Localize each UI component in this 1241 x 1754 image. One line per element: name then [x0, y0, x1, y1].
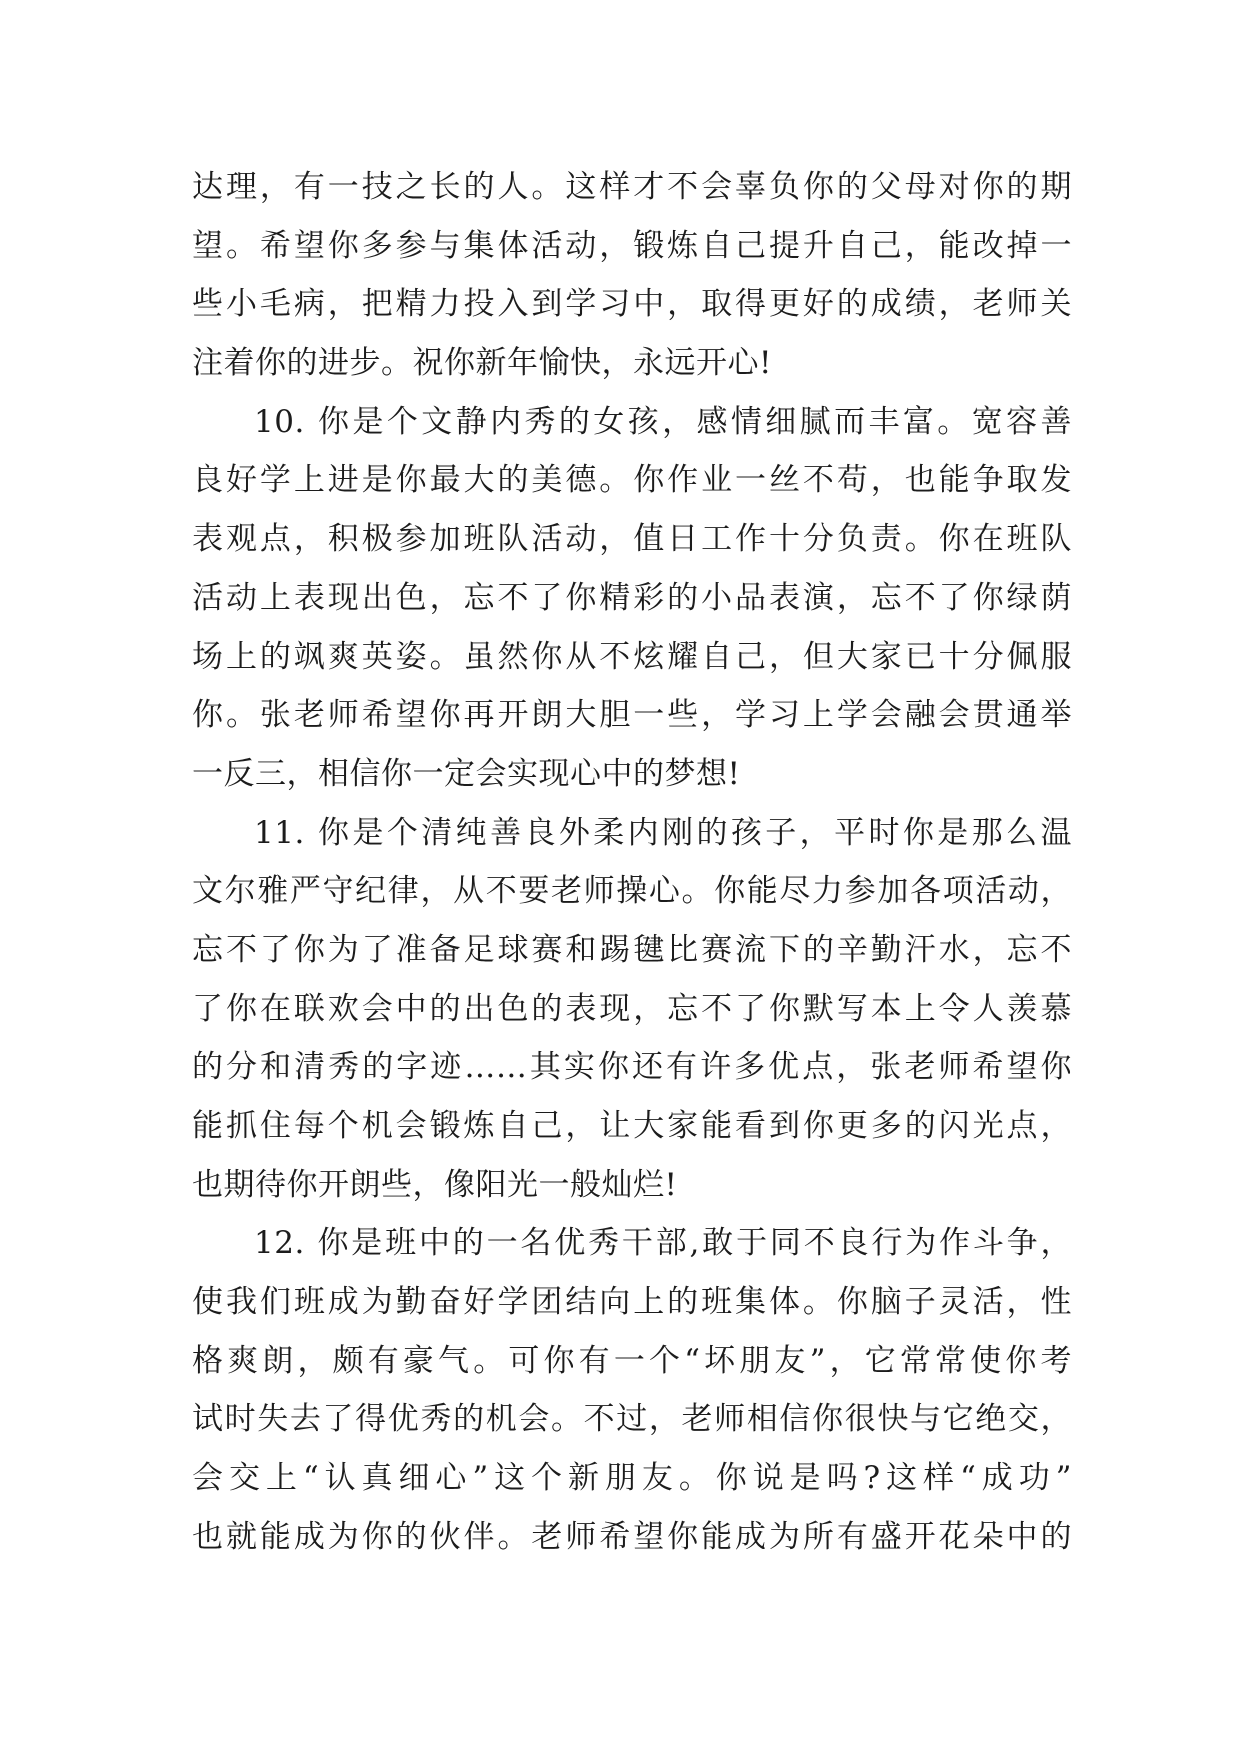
text-line: 一反三，相信你一定会实现心中的梦想! — [192, 755, 741, 792]
text-line: 你。张老师希望你再开朗大胆一些，学习上学会融会贯通举 — [192, 697, 1072, 734]
text-line: 格爽朗，颇有豪气。可你有一个“坏朋友”，它常常使你考 — [192, 1342, 1072, 1379]
text-line: 也就能成为你的伙伴。老师希望你能成为所有盛开花朵中的 — [192, 1518, 1072, 1555]
text-line: 的分和清秀的字迹……其实你还有许多优点，张老师希望你 — [192, 1049, 1072, 1086]
paragraph-12-start: 12. 你是班中的一名优秀干部,敢于同不良行为作斗争， — [254, 1225, 1072, 1262]
text-line: 会交上“认真细心”这个新朋友。你说是吗?这样“成功” — [192, 1460, 1072, 1497]
text-line: 注着你的进步。祝你新年愉快，永远开心! — [192, 345, 772, 382]
text-line: 也期待你开朗些，像阳光一般灿烂! — [192, 1166, 678, 1203]
text-line: 达理，有一技之长的人。这样才不会辜负你的父母对你的期 — [192, 169, 1072, 205]
text-line: 表观点，积极参加班队活动，值日工作十分负责。你在班队 — [192, 521, 1072, 558]
text-line: 场上的飒爽英姿。虽然你从不炫耀自己，但大家已十分佩服 — [192, 638, 1072, 675]
text-line: 望。希望你多参与集体活动，锻炼自己提升自己，能改掉一 — [192, 227, 1072, 264]
text-line: 些小毛病，把精力投入到学习中，取得更好的成绩，老师关 — [192, 286, 1072, 323]
paragraph-11-start: 11. 你是个清纯善良外柔内刚的孩子，平时你是那么温 — [254, 814, 1072, 851]
text-line: 活动上表现出色，忘不了你精彩的小品表演，忘不了你绿荫 — [192, 579, 1072, 616]
text-line: 能抓住每个机会锻炼自己，让大家能看到你更多的闪光点， — [192, 1108, 1072, 1144]
text-line: 试时失去了得优秀的机会。不过，老师相信你很快与它绝交， — [192, 1401, 1072, 1438]
text-line: 忘不了你为了准备足球赛和踢毽比赛流下的辛勤汗水，忘不 — [192, 931, 1072, 968]
text-line: 文尔雅严守纪律，从不要老师操心。你能尽力参加各项活动， — [192, 873, 1072, 910]
body-text — [192, 158, 1072, 1567]
paragraph-10-start: 10. 你是个文静内秀的女孩，感情细腻而丰富。宽容善 — [254, 403, 1072, 440]
text-line: 了你在联欢会中的出色的表现，忘不了你默写本上令人羡慕 — [192, 990, 1072, 1027]
text-line: 使我们班成为勤奋好学团结向上的班集体。你脑子灵活，性 — [192, 1284, 1072, 1321]
text-line: 良好学上进是你最大的美德。你作业一丝不苟，也能争取发 — [192, 462, 1072, 499]
